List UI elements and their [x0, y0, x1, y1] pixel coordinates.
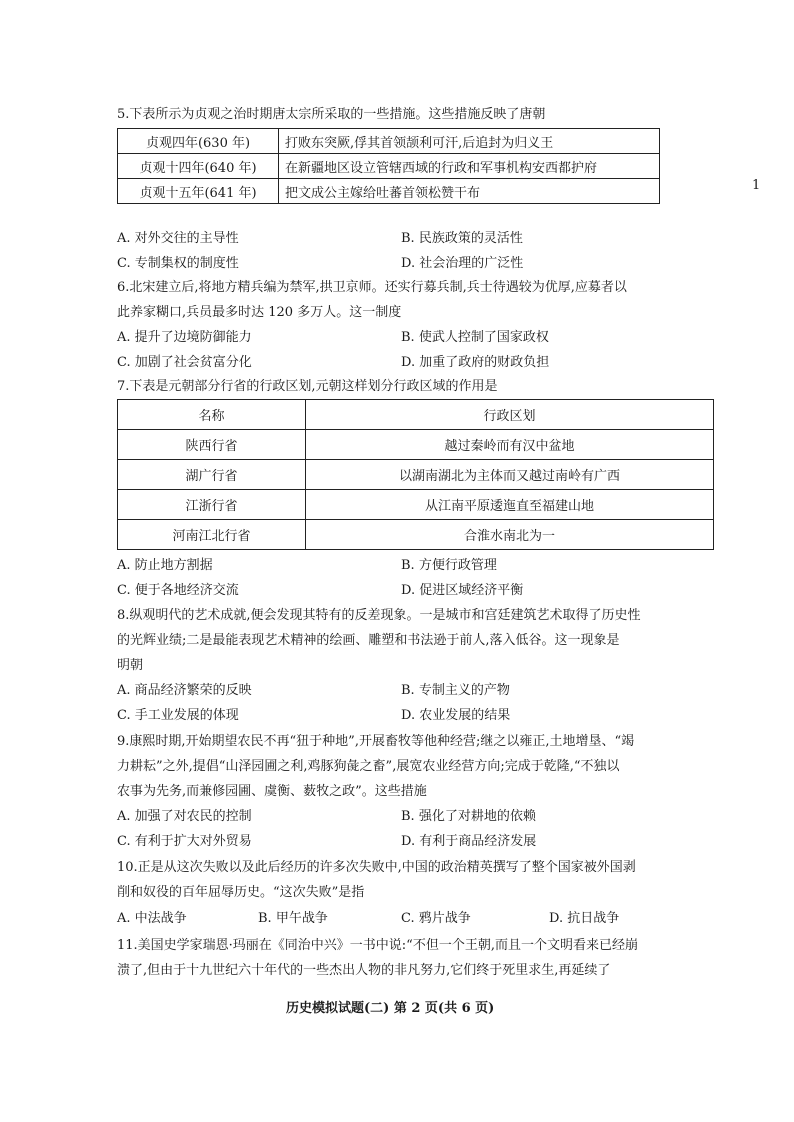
table-row: [118, 520, 714, 550]
q7-stem: 7.下表是元朝部分行省的行政区划,元朝这样划分行政区域的作用是: [117, 379, 498, 394]
q7-area-cell: 合淮水南北为一: [306, 520, 714, 550]
q7-area-cell: 越过秦岭而有汉中盆地: [306, 430, 714, 460]
table-row: [118, 179, 660, 204]
q5-option-d[interactable]: D. 社会治理的广泛性: [401, 256, 524, 271]
q8-option-c[interactable]: C. 手工业发展的体现: [117, 708, 239, 723]
q7-option-a[interactable]: A. 防止地方割据: [117, 558, 213, 573]
q7-area-cell: 以湖南湖北为主体而又越过南岭有广西: [306, 460, 714, 490]
q9-option-b[interactable]: B. 强化了对耕地的依赖: [401, 809, 536, 824]
q6-option-c[interactable]: C. 加剧了社会贫富分化: [117, 355, 252, 370]
q6-option-d[interactable]: D. 加重了政府的财政负担: [401, 355, 550, 370]
q7-table: [117, 399, 714, 550]
q7-name-cell: 江浙行省: [118, 490, 306, 520]
q9-option-d[interactable]: D. 有利于商品经济发展: [401, 834, 537, 849]
q5-time-cell: 贞观十五年(641 年): [118, 179, 279, 204]
q8-stem-line2: 的光辉业绩;二是最能表现艺术精神的绘画、雕塑和书法逊于前人,落入低谷。这一现象是: [117, 633, 620, 648]
q8-option-a[interactable]: A. 商品经济繁荣的反映: [117, 683, 252, 698]
q10-option-d[interactable]: D. 抗日战争: [549, 911, 620, 926]
q10-option-b[interactable]: B. 甲午战争: [258, 911, 328, 926]
q5-measure-cell: 在新疆地区设立管辖西域的行政和军事机构安西都护府: [279, 154, 660, 179]
q5-time-cell: 贞观四年(630 年): [118, 129, 279, 154]
q5-measure-cell: 把文成公主嫁给吐蕃首领松赞干布: [279, 179, 660, 204]
q7-option-b[interactable]: B. 方便行政管理: [401, 558, 497, 573]
table-row: [118, 129, 660, 154]
q7-name-cell: 湖广行省: [118, 460, 306, 490]
q9-stem-line3: 农事为先务,而兼修园圃、虞衡、薮牧之政”。这些措施: [117, 784, 427, 799]
q7-area-cell: 从江南平原逶迤直至福建山地: [306, 490, 714, 520]
table-row: [118, 460, 714, 490]
q8-option-d[interactable]: D. 农业发展的结果: [401, 708, 511, 723]
q5-time-cell: 贞观十四年(640 年): [118, 154, 279, 179]
q9-option-c[interactable]: C. 有利于扩大对外贸易: [117, 834, 252, 849]
margin-mark: 1: [752, 178, 761, 193]
q7-option-c[interactable]: C. 便于各地经济交流: [117, 583, 239, 598]
q11-stem-line2: 溃了,但由于十九世纪六十年代的一些杰出人物的非凡努力,它们终于死里求生,再延续了: [117, 963, 611, 978]
q7-name-cell: 河南江北行省: [118, 520, 306, 550]
table-row: [118, 490, 714, 520]
q5-option-b[interactable]: B. 民族政策的灵活性: [401, 231, 523, 246]
q9-stem-line2: 力耕耘”之外,提倡“山泽园圃之利,鸡豚狗彘之畜”,展宽农业经营方向;完成于乾隆,“不独以: [117, 759, 620, 774]
q5-option-a[interactable]: A. 对外交往的主导性: [117, 231, 239, 246]
q9-option-a[interactable]: A. 加强了对农民的控制: [117, 809, 252, 824]
q10-option-c[interactable]: C. 鸦片战争: [401, 911, 471, 926]
q5-measure-cell: 打败东突厥,俘其首领颉利可汗,后追封为归义王: [279, 129, 660, 154]
table-row: [118, 154, 660, 179]
q7-name-cell: 陕西行省: [118, 430, 306, 460]
q5-stem: 5.下表所示为贞观之治时期唐太宗所采取的一些措施。这些措施反映了唐朝: [117, 107, 546, 122]
q5-option-c[interactable]: C. 专制集权的制度性: [117, 256, 239, 271]
q6-option-a[interactable]: A. 提升了边境防御能力: [117, 330, 252, 345]
q6-stem-line2: 此养家糊口,兵员最多时达 120 多万人。这一制度: [117, 305, 402, 320]
table-header-row: [118, 400, 714, 430]
q8-stem-line3: 明朝: [117, 658, 144, 673]
q8-stem-line1: 8.纵观明代的艺术成就,便会发现其特有的反差现象。一是城市和宫廷建筑艺术取得了历史性: [117, 608, 641, 623]
q6-option-b[interactable]: B. 使武人控制了国家政权: [401, 330, 549, 345]
q11-stem-line1: 11.美国史学家瑞恩·玛丽在《同治中兴》一书中说:“不但一个王朝,而且一个文明看来已经崩: [117, 938, 638, 953]
q7-option-d[interactable]: D. 促进区域经济平衡: [401, 583, 524, 598]
q10-stem-line2: 削和奴役的百年屈辱历史。“这次失败”是指: [117, 885, 365, 900]
q8-option-b[interactable]: B. 专制主义的产物: [401, 683, 510, 698]
q7-header-name: 名称: [118, 400, 306, 430]
q10-option-a[interactable]: A. 中法战争: [117, 911, 187, 926]
q9-stem-line1: 9.康熙时期,开始期望农民不再“狃于种地”,开展畜牧等他种经营;继之以雍正,土地增垦、“竭: [117, 734, 635, 749]
q10-stem-line1: 10.正是从这次失败以及此后经历的许多次失败中,中国的政治精英撰写了整个国家被外国剥: [117, 860, 636, 875]
q7-header-area: 行政区划: [306, 400, 714, 430]
q5-table: [117, 128, 660, 204]
table-row: [118, 430, 714, 460]
page-footer: 历史模拟试题(二) 第 2 页(共 6 页): [286, 1001, 495, 1016]
q6-stem-line1: 6.北宋建立后,将地方精兵编为禁军,拱卫京师。还实行募兵制,兵士待遇较为优厚,应募者以: [117, 280, 627, 295]
